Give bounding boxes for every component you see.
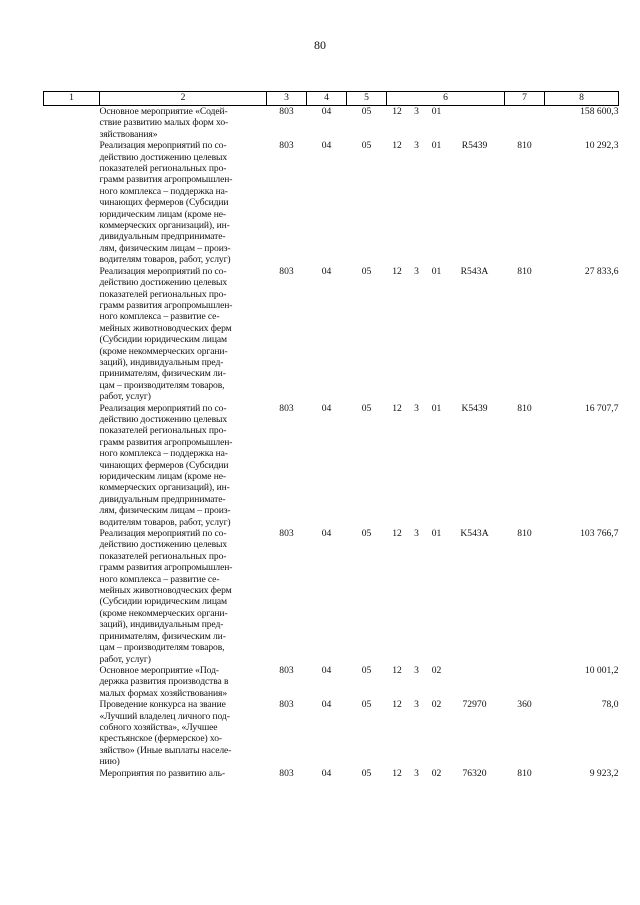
event-code: 01 [431,265,442,277]
description-line: ствие развитию малых форм хо- [99,117,229,129]
description-line: цам – производителям товаров, [99,642,225,654]
description-line: чинающих фермеров (Субсидии [99,197,229,209]
description-line: показателей региональных про- [99,163,227,175]
description-line: ного комплекса – поддержка на- [99,185,228,197]
expense-type-code: 360 [517,699,532,711]
description-line: Мероприятия по развитию аль- [99,767,226,779]
description-line: Основное мероприятие «Содей- [99,106,228,117]
description-line: коммерческих организаций), ин- [99,482,230,494]
row-number-cell [44,403,100,528]
event-code: 01 [431,140,442,152]
row-number-cell [44,106,100,141]
description-line: чинающих фермеров (Субсидии [99,459,229,471]
direction-code: R543A [460,265,489,277]
description-line: Основное мероприятие «Под- [99,664,219,676]
section-code: 04 [321,402,332,414]
row-description [100,699,267,767]
description-line: (кроме некоммерческих органи- [99,345,228,357]
table-row [44,266,619,403]
header-col-4: 4 [307,92,347,106]
subprogram-code: 3 [414,402,419,414]
description-line: юридическим лицам (кроме не- [99,471,227,482]
description-line: грамм развития агропромышлен- [99,436,233,448]
target-article-cell [387,768,505,779]
description-line: дивидуальным предпринимате- [99,231,226,243]
subprogram-code: 3 [414,767,419,779]
header-col-2: 2 [100,92,267,106]
program-code: 12 [392,699,402,711]
event-code: 01 [431,402,442,414]
expense-type-code [505,665,545,699]
row-number-cell [44,768,100,779]
row-number-cell [44,699,100,767]
ministry-code: 803 [279,402,294,414]
budget-table [43,91,619,779]
ministry-code: 803 [279,265,294,277]
expense-type-code: 810 [517,140,532,152]
table-row [44,403,619,528]
description-line: работ, услуг) [99,391,151,403]
section-code: 04 [321,528,332,540]
header-col-8: 8 [545,92,619,106]
section-code: 04 [321,699,332,711]
table-row [44,665,619,699]
subsection-code: 05 [361,664,372,676]
header-col-6: 6 [387,92,505,106]
section-code: 04 [321,664,332,676]
description-line: Реализация мероприятий по со- [99,140,227,152]
description-line: действию достижению целевых [99,151,228,163]
subprogram-code: 3 [414,106,419,117]
target-article-cell [387,528,505,665]
ministry-code: 803 [279,106,294,117]
subsection-code: 05 [361,699,372,711]
subprogram-code: 3 [414,699,419,711]
ministry-code: 803 [279,140,294,152]
program-code: 12 [392,140,402,152]
event-code: 02 [431,699,442,711]
description-line: зяйствования» [99,128,158,140]
expense-type-code: 810 [517,402,532,414]
row-description [100,140,267,265]
description-line: цам – производителям товаров, [99,379,225,391]
description-line: (кроме некоммерческих органи- [99,607,228,619]
row-description [100,266,267,403]
description-line: Реализация мероприятий по со- [99,265,227,277]
row-description [100,106,267,141]
description-line: юридическим лицам (кроме не- [99,208,227,220]
row-number-cell [44,140,100,265]
amount: 158 600,3 [580,106,619,117]
program-code: 12 [392,767,402,779]
subsection-code: 05 [361,265,372,277]
program-code: 12 [392,664,402,676]
description-line: лям, физическим лицам – произ- [99,242,231,254]
amount: 10 001,2 [584,664,619,676]
description-line: показателей региональных про- [99,288,227,300]
target-article-cell [387,665,505,699]
header-col-1: 1 [44,92,100,106]
description-line: собного хозяйства», «Лучшее [99,721,218,733]
description-line: (Субсидии юридическим лицам [99,334,227,346]
description-line: лям, физическим лицам – произ- [99,505,231,517]
description-line: ного комплекса – развитие се- [99,573,220,585]
amount: 10 292,3 [584,140,619,152]
amount: 9 923,2 [589,767,619,779]
row-number-cell [44,266,100,403]
target-article-cell [387,266,505,403]
program-code: 12 [392,402,402,414]
section-code: 04 [321,140,332,152]
target-article-cell [387,140,505,265]
subprogram-code: 3 [414,265,419,277]
subsection-code: 05 [361,140,372,152]
subsection-code: 05 [361,402,372,414]
page-number: 80 [314,38,326,52]
row-description [100,665,267,699]
event-code: 02 [431,767,442,779]
event-code: 02 [431,664,442,676]
description-line: грамм развития агропромышлен- [99,562,233,574]
description-line: Реализация мероприятий по со- [99,402,227,414]
program-code: 12 [392,106,402,117]
expense-type-code: 810 [517,528,532,540]
row-number-cell [44,665,100,699]
description-line: работ, услуг) [99,653,151,665]
description-line: показателей региональных про- [99,550,227,562]
header-col-5: 5 [347,92,387,106]
target-article-cell [387,106,505,141]
section-code: 04 [321,767,332,779]
direction-code: K5439 [461,402,488,414]
description-line: крестьянское (фермерское) хо- [99,733,222,745]
direction-code: 76320 [462,767,487,779]
description-line: держка развития производства в [99,676,229,688]
description-line: заций), индивидуальным пред- [99,619,224,631]
description-line: «Лучший владелец личного под- [99,710,230,722]
target-article-cell [387,403,505,528]
subprogram-code: 3 [414,140,419,152]
description-line: действию достижению целевых [99,539,228,551]
event-code: 01 [431,106,442,117]
description-line: ного комплекса – поддержка на- [99,448,228,460]
target-article-cell [387,699,505,767]
table-row [44,140,619,265]
ministry-code: 803 [279,699,294,711]
row-description [100,768,267,779]
header-col-7: 7 [505,92,545,106]
subprogram-code: 3 [414,528,419,540]
section-code: 04 [321,106,332,117]
description-line: принимателям, физическим ли- [99,368,226,380]
expense-type-code [505,106,545,141]
program-code: 12 [392,528,402,540]
subsection-code: 05 [361,767,372,779]
header-col-3: 3 [267,92,307,106]
amount: 78,0 [601,699,619,711]
table-row [44,106,619,141]
description-line: водителям товаров, работ, услуг) [99,516,231,528]
description-line: водителям товаров, работ, услуг) [99,254,231,266]
description-line: грамм развития агропромышлен- [99,299,233,311]
direction-code: 72970 [462,699,487,711]
program-code: 12 [392,265,402,277]
subsection-code: 05 [361,106,372,117]
event-code: 01 [431,528,442,540]
header-row [44,92,619,106]
description-line: показателей региональных про- [99,425,227,437]
direction-code: K543A [460,528,489,540]
amount: 27 833,6 [584,265,619,277]
description-line: принимателям, физическим ли- [99,630,226,642]
direction-code: R5439 [461,140,488,152]
description-line: Реализация мероприятий по со- [99,528,227,540]
row-number-cell [44,528,100,665]
description-line: грамм развития агропромышлен- [99,174,233,186]
subprogram-code: 3 [414,664,419,676]
expense-type-code: 810 [517,767,532,779]
ministry-code: 803 [279,664,294,676]
description-line: действию достижению целевых [99,413,228,425]
amount: 16 707,7 [584,402,619,414]
description-line: действию достижению целевых [99,277,228,289]
subsection-code: 05 [361,528,372,540]
ministry-code: 803 [279,767,294,779]
description-line: заций), индивидуальным пред- [99,356,224,368]
row-description [100,528,267,665]
table-row [44,528,619,665]
description-line: коммерческих организаций), ин- [99,220,230,232]
description-line: зяйство» (Иные выплаты населе- [99,744,232,756]
description-line: мейных животноводческих ферм [99,585,232,597]
description-line: ного комплекса – развитие се- [99,311,220,323]
table-row [44,699,619,767]
expense-type-code: 810 [517,265,532,277]
description-line: мейных животноводческих ферм [99,322,232,334]
description-line: малых формах хозяйствования» [99,687,228,699]
table-body [44,106,619,779]
description-line: нию) [99,756,120,768]
amount: 103 766,7 [580,528,619,540]
row-description [100,403,267,528]
description-line: (Субсидии юридическим лицам [99,596,227,608]
table-row [44,768,619,779]
description-line: Проведение конкурса на звание [99,699,226,711]
section-code: 04 [321,265,332,277]
ministry-code: 803 [279,528,294,540]
description-line: дивидуальным предпринимате- [99,493,226,505]
